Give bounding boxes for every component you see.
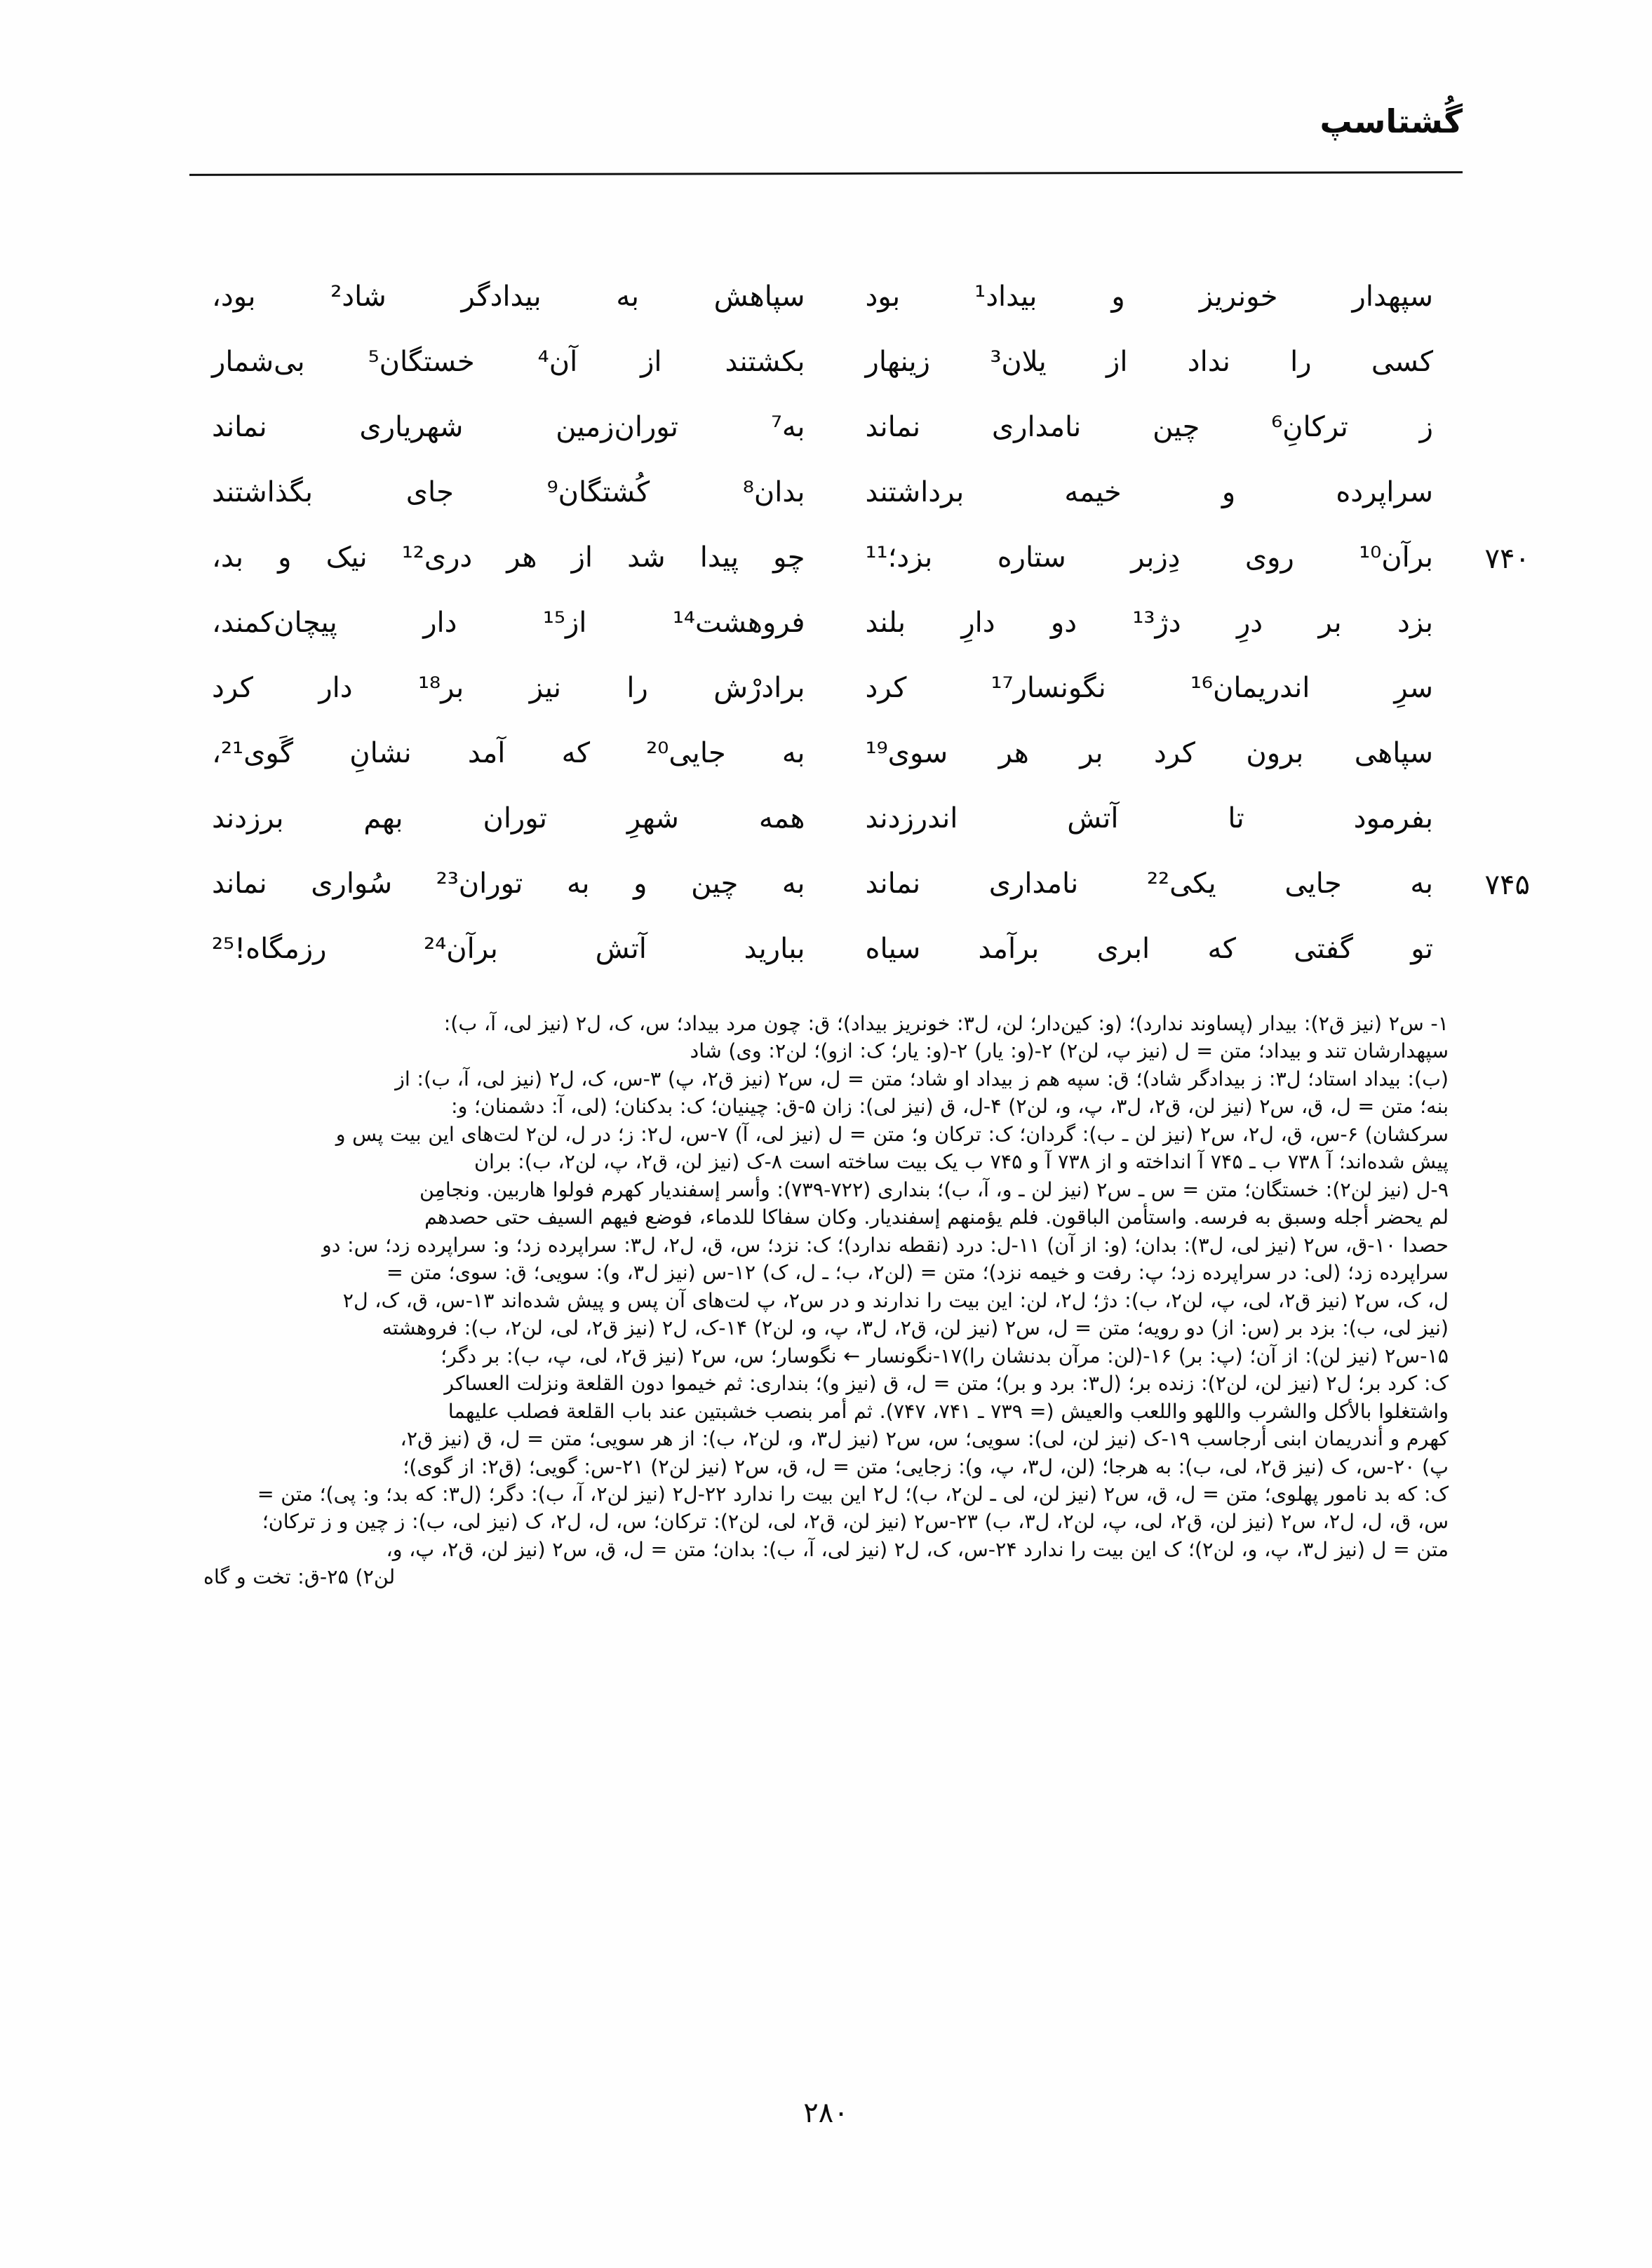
verse-word: از (571, 541, 593, 574)
verse-word: هر (506, 541, 537, 574)
verse-word: بیداد¹ (974, 281, 1037, 313)
verse-word: سراپرده (1336, 476, 1433, 508)
verse-block (205, 281, 1530, 965)
verse-word: دری¹² (401, 541, 473, 574)
hemistich-second (205, 281, 826, 313)
hemistich-first (826, 933, 1448, 966)
hemistich-words (212, 346, 805, 379)
hemistich-second (205, 541, 826, 574)
apparatus-line: کهرم و أندریمان ابنی أرجاسب ۱۹-ک (نیز لن، لی): سویی؛ س، س۲ (نیز ل۳، و، لن۲، ب): از هر سویی؛ متن = ل، ق (نیز ق۲، (400, 1427, 1449, 1451)
hemistich-words (212, 672, 805, 705)
verse-word: گَوی²¹، (212, 737, 294, 769)
apparatus-line: لن۲) ۲۵-ق: تخت و گاه (203, 1565, 396, 1589)
apparatus-line: س، ق، ل، ل۲، س۲ (نیز لن، ق۲، لی، پ، لن۲، ل۳، ب) ۲۳-س۲ (نیز لن، ق۲، لی، لن۲): ترکان؛ س، ل، ل۲، ک (نیز لی، ب): ز چین و ز ترکان؛ (262, 1510, 1449, 1534)
verse-word: نیز (529, 672, 561, 704)
verse-word: از (1106, 346, 1128, 378)
verse-word: فروهشت¹⁴ (672, 607, 805, 639)
verse-couplet (205, 607, 1447, 672)
hemistich-first (826, 346, 1448, 379)
verse-couplet (205, 281, 1447, 346)
verse-word: دو (1050, 607, 1077, 639)
hemistich-words (212, 476, 805, 509)
folio-number: ۲۸۰ (803, 2097, 849, 2129)
verse-word: تو (1411, 933, 1433, 965)
verse-word: یکی²² (1146, 868, 1216, 900)
verse-word: توران (483, 802, 548, 835)
verse-word: چو (773, 541, 805, 574)
verse-word: دار (423, 607, 457, 639)
apparatus-line: حصدا ۱۰-ق، س۲ (نیز لی، ل۳): بدان؛ (و: از آن) ۱۱-ل: درد (نقطه ندارد)؛ ک: نزد؛ س، ق، ل۲، ل۳: سراپرده زد؛ و: سراپرده زد؛ س: دو (321, 1233, 1449, 1257)
verse-word: شهرِ (626, 802, 679, 835)
critical-apparatus (203, 1010, 1449, 1591)
hemistich-words (866, 868, 1434, 900)
verse-word: کرد (212, 672, 253, 704)
verse-word: چین (1153, 411, 1200, 443)
hemistich-words (212, 541, 805, 574)
verse-word: برداشتند (865, 476, 965, 508)
verse-word: از (640, 346, 662, 378)
verse-word: بی‌شمار (212, 346, 305, 378)
running-head (189, 102, 1463, 189)
verse-word: بزد (1397, 607, 1433, 639)
verse-word: خستگان⁵ (368, 346, 475, 378)
hemistich-first (826, 411, 1448, 444)
verse-word: سوی¹⁹ (865, 737, 948, 769)
verse-word: گفتی (1294, 933, 1353, 965)
hemistich-words (212, 868, 805, 900)
verse-couplet (205, 411, 1447, 476)
verse-word: سُواری (311, 868, 393, 900)
verse-word: پیچان‌کمند، (212, 607, 337, 639)
verse-couplet (205, 672, 1447, 737)
verse-word: سپهدار (1352, 281, 1433, 313)
verse-word: بدان⁸ (742, 476, 805, 508)
hemistich-second (205, 802, 826, 835)
hemistich-words (212, 607, 805, 640)
hemistich-second (205, 346, 826, 379)
verse-word: بفرمود (1353, 802, 1433, 835)
hemistich-words (866, 933, 1434, 966)
hemistich-first (826, 476, 1448, 509)
verse-word: پیدا (699, 541, 739, 574)
verse-word: به (566, 868, 590, 900)
verse-couplet (205, 868, 1530, 933)
verse-word: تا (1228, 802, 1244, 835)
verse-word: سرِ (1394, 672, 1433, 704)
verse-word: بر (1080, 737, 1103, 769)
verse-word: را (1290, 346, 1312, 378)
hemistich-second (205, 933, 826, 966)
verse-word: نامداری (991, 411, 1082, 443)
verse-word: روی (1244, 541, 1294, 574)
apparatus-line: ک: که بد نامور پهلوی؛ متن = ل، ق، س۲ (نیز لن، لی ـ لن۲، ب)؛ ل۲ این بیت را ندارد ۲۲-ل۲ (نیز لن۲، آ، ب): دگر؛ (ل۳: که بد؛ و: پی)؛ متن = (257, 1482, 1449, 1506)
verse-word: ستاره (997, 541, 1066, 574)
verse-word: جای (405, 476, 454, 508)
hemistich-first (826, 672, 1448, 705)
verse-word: نگونسار¹⁷ (990, 672, 1106, 704)
verse-word: خیمه (1064, 476, 1122, 508)
verse-word: آن⁴ (537, 346, 578, 378)
verse-word: دژ¹³ (1132, 607, 1181, 639)
hemistich-first (826, 868, 1530, 901)
apparatus-line: ک: کرد بر؛ ل۲ (نیز لن، لن۲): زنده بر؛ (ل۳: برد و بر)؛ متن = ل، ق (نیز و)؛ بنداری: ثم خیموا دون القلعة ونزلت العساکر (444, 1372, 1449, 1396)
verse-word: سپاهش (713, 281, 805, 313)
verse-word: ز (1419, 411, 1433, 443)
apparatus-line: سراپرده زد؛ (لی: در سراپرده زد؛ پ: رفت و خیمه نزد)؛ متن = (لن۲، ب؛ ـ ل، ک) ۱۲-س (نیز ل۳، و): سویی؛ ق: سوی؛ متن = (386, 1261, 1449, 1285)
verse-word: دار (318, 672, 353, 704)
verse-word: را (626, 672, 648, 704)
verse-word: نماند (865, 868, 921, 900)
verse-word: برآمد (978, 933, 1040, 965)
verse-word: نداد (1187, 346, 1230, 378)
verse-word: به (781, 737, 805, 769)
verse-word: کرد (865, 672, 907, 704)
verse-word: نماند (212, 868, 267, 900)
hemistich-words (212, 933, 805, 966)
hemistich-words (866, 541, 1434, 574)
verse-word: بر (1318, 607, 1342, 639)
hemistich-second (205, 607, 826, 640)
verse-word: خونریز (1199, 281, 1278, 313)
verse-word: بود (865, 281, 901, 313)
verse-word: اندریمان¹⁶ (1190, 672, 1310, 704)
verse-word: به⁷ (770, 411, 805, 443)
apparatus-line: پیش شده‌اند؛ آ ۷۳۸ ب ـ ۷۴۵ آ انداخته و از ۷۳۸ آ و ۷۴۵ ب یک بیت ساخته است ۸-ک (نیز لن، ق۲، پ، لن۲، ب): بران (474, 1150, 1449, 1174)
verse-word: و (633, 868, 647, 900)
running-head-rule (189, 171, 1463, 176)
verse-word: بلند (865, 607, 906, 639)
verse-word: رزمگاه!²⁵ (212, 933, 327, 965)
hemistich-first (826, 737, 1448, 770)
verse-word: از¹⁵ (542, 607, 587, 639)
apparatus-line: واشتغلوا بالأكل والشرب واللهو واللعب والعیش (= ۷۳۹ ـ ۷۴۱، ۷۴۷). ثم أمر بنصب خشبتین عند باب القلعة فصلب علیهما (448, 1399, 1449, 1423)
verse-couplet (205, 346, 1447, 411)
verse-word: بد، (212, 541, 244, 574)
verse-word: بود، (212, 281, 256, 313)
verse-word: کسی (1371, 346, 1433, 378)
verse-word: همه (758, 802, 805, 835)
verse-word: نماند (865, 411, 921, 443)
verse-word: بزد؛¹¹ (865, 541, 933, 574)
verse-word: برآن²⁴ (424, 933, 498, 965)
verse-word: برزدند (212, 802, 284, 835)
hemistich-words (866, 802, 1434, 835)
verse-word: سپاهی (1354, 737, 1433, 769)
verse-word: آمد (467, 737, 506, 769)
verse-word: زینهار (865, 346, 930, 378)
hemistich-second (205, 411, 826, 444)
verse-word: به (1410, 868, 1433, 900)
hemistich-words (866, 346, 1434, 379)
verse-word: نماند (212, 411, 267, 443)
hemistich-words (212, 281, 805, 313)
verse-number: ۷۴۰ (1484, 543, 1530, 575)
verse-word: جایی²⁰ (646, 737, 726, 769)
apparatus-line: (ب): بیداد استاد؛ ل۳: ز بیدادگر شاد)؛ ق: سپه هم ز بیداد او شاد؛ متن = ل، س۲ (نیز ق۲، پ) ۳-س، ک، ل۲ (نیز لی، آ، ب): از (395, 1067, 1449, 1091)
verse-word: هر (998, 737, 1029, 769)
verse-word: که (561, 737, 591, 769)
verse-word: و (1111, 281, 1125, 313)
hemistich-words (866, 281, 1434, 313)
verse-word: آتش (1067, 802, 1119, 835)
hemistich-words (866, 737, 1434, 770)
verse-word: دارِ (961, 607, 995, 639)
verse-word: درِ (1236, 607, 1263, 639)
verse-couplet (205, 476, 1447, 541)
verse-word: برآن¹⁰ (1359, 541, 1433, 574)
hemistich-first (826, 607, 1448, 640)
apparatus-line: لم یحضر أجله وسبق به فرسه. واستأمن الباقون. فلم یؤمنهم إسفندیار. وكان سفاكا للدماء، فوضع فیهم السیف حتی حصدهم (424, 1206, 1449, 1229)
verse-word: برادرْش (713, 672, 805, 704)
verse-couplet (205, 933, 1447, 998)
verse-word: و (278, 541, 292, 574)
apparatus-line: ۱۵-س۲ (نیز لن): از آن؛ (پ: بر) ۱۶-(لن: مرآن بدنشان را)۱۷-نگونسار ← نگوسار؛ س، س۲ (نیز ق۲، لی، پ، ب): بر دگر؛ (441, 1344, 1449, 1368)
apparatus-line: سپهدارشان تند و بیداد؛ متن = ل (نیز پ، لن۲) ۲-(و: یار) ۲-(و: یار؛ ک: ازو)؛ لن۲: وی) شاد (690, 1039, 1449, 1063)
hemistich-first (826, 281, 1448, 313)
verse-couplet (205, 802, 1447, 868)
hemistich-second (205, 476, 826, 509)
verse-word: نیک (325, 541, 368, 574)
verse-word: بکشتند (725, 346, 805, 378)
verse-word: اندرزدند (865, 802, 958, 835)
verse-number: ۷۴۵ (1484, 869, 1530, 901)
verse-word: آتش (595, 933, 647, 965)
verse-word: بگذاشتند (212, 476, 313, 508)
hemistich-words (866, 476, 1434, 509)
hemistich-words (866, 607, 1434, 640)
verse-word: کرد (1153, 737, 1195, 769)
verse-word: و (1221, 476, 1236, 508)
hemistich-second (205, 737, 826, 770)
hemistich-second (205, 868, 826, 900)
verse-word: برون (1246, 737, 1304, 769)
verse-word: شهریاری (359, 411, 464, 443)
apparatus-line: متن = ل (نیز ل۳، پ، و، لن۲)؛ ک این بیت را ندارد ۲۴-س، ک، ل۲ (نیز لی، آ، ب): بدان؛ متن = ل، ق، س۲ (نیز لن، ق۲، پ، و، (386, 1537, 1449, 1561)
verse-word: کُشتگان⁹ (546, 476, 650, 508)
verse-word: بهم (363, 802, 403, 835)
hemistich-words (212, 737, 805, 770)
apparatus-line: ۹-ل (نیز لن۲): خستگان؛ متن = س ـ س۲ (نیز لن ـ و، آ، ب)؛ بنداری (۷۲۲-۷۳۹): وأسر إسفندیار کهرم فولوا هاربین. ونجامِن (419, 1177, 1449, 1201)
verse-word: نشانِ (349, 737, 412, 769)
verse-word: به (781, 868, 805, 900)
hemistich-words (866, 672, 1434, 705)
verse-word: که (1207, 933, 1236, 965)
verse-word: نامداری (988, 868, 1079, 900)
verse-word: شد (627, 541, 666, 574)
verse-word: ترکانِ⁶ (1271, 411, 1348, 443)
verse-couplet (205, 737, 1447, 802)
verse-word: چین (691, 868, 739, 900)
running-head-title: گُشتاسپ (1319, 102, 1463, 140)
verse-word: به (616, 281, 639, 313)
verse-word: توران²³ (436, 868, 523, 900)
hemistich-words (212, 411, 805, 444)
verse-word: ببارید (744, 933, 805, 965)
verse-word: شاد² (330, 281, 387, 313)
verse-word: ابری (1096, 933, 1150, 965)
apparatus-line: (نیز لی، ب): بزد بر (س: از) دو رویه؛ متن = ل، س۲ (نیز لن، ق۲، ل۳، پ، و، لن۲) ۱۴-ک، ل۲ (نیز ق۲، لی، لن۲، ب): فروهشته (382, 1316, 1449, 1340)
apparatus-line: بنه؛ متن = ل، ق، س۲ (نیز لن، ق۲، ل۳، پ، و، لن۲) ۴-ل، ق (نیز لی): زان ۵-ق: چینیان؛ ک: بدکنان؛ (لی، آ: دشمنان؛ و: (451, 1095, 1449, 1119)
verse-word: توران‌زمین (556, 411, 679, 443)
hemistich-words (866, 411, 1434, 444)
verse-word: بیدادگر (461, 281, 542, 313)
hemistich-words (212, 802, 805, 835)
apparatus-line: سرکشان) ۶-س، ق، ل۲، س۲ (نیز لن ـ ب): گردان؛ ک: ترکان و؛ متن = ل (نیز لی، آ) ۷-س، ل۲: ز؛ در ل، لن۲ لت‌های این بیت پس و (335, 1122, 1449, 1146)
verse-word: بر¹⁸ (418, 672, 464, 704)
verse-word: سیاه (865, 933, 921, 965)
verse-word: یلان³ (990, 346, 1047, 378)
apparatus-line: ۱- س۲ (نیز ق۲): بیدار (پساوند ندارد)؛ (و: کین‌دار؛ لن، ل۳: خونریز بیداد)؛ ق: چون مرد بیداد؛ س، ک، ل۲ (نیز لی، آ، ب): (443, 1012, 1449, 1035)
verse-word: دِزبر (1131, 541, 1181, 574)
verse-word: جایی (1284, 868, 1342, 900)
hemistich-first (826, 541, 1530, 575)
apparatus-line: پ) ۲۰-س، ک (نیز ق۲، لی، ب): به هرجا؛ (لن، ل۳، پ، و): زجایی؛ متن = ل، ق، س۲ (نیز لن۲) ۲۱-س: گویی؛ (ق۲: از گوی)؛ (403, 1454, 1449, 1478)
hemistich-first (826, 802, 1448, 835)
verse-couplet (205, 541, 1530, 607)
hemistich-second (205, 672, 826, 705)
apparatus-line: ل، ک، س۲ (نیز ق۲، لی، پ، لن۲، ب): دژ؛ ل۲، لن: این بیت را ندارند و در س۲، پ لت‌های آن پس و پیش شده‌اند ۱۳-س، ق، ک، ل۲ (342, 1288, 1449, 1312)
